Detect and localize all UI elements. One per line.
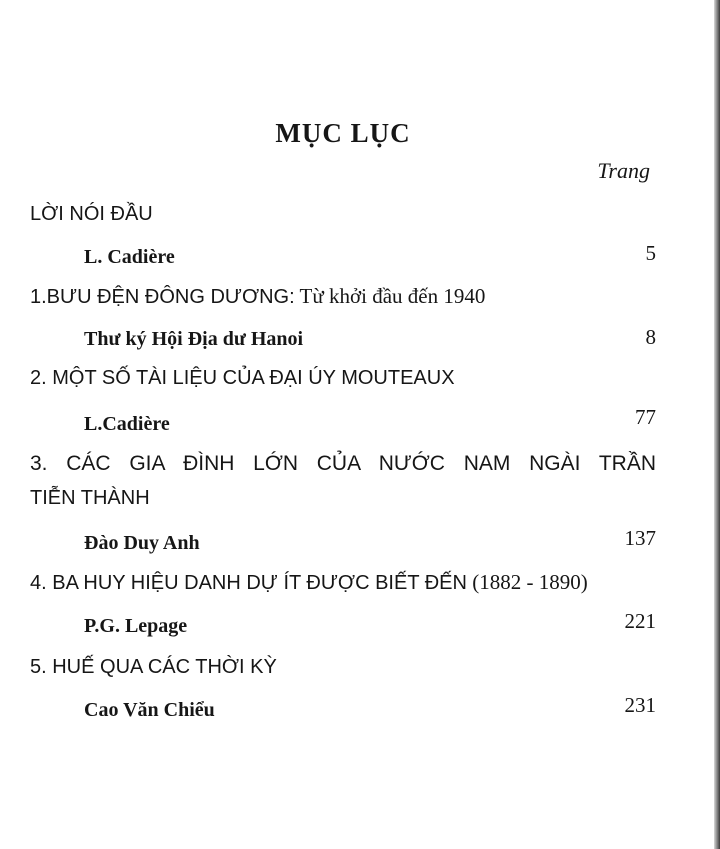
toc-entry-title-part: 1.BƯU ĐỆN ĐÔNG DƯƠNG: [30,286,295,308]
toc-entry-title-part: 4. BA HUY HIỆU DANH DỰ ÍT ĐƯỢC BIẾT ĐẾN [30,572,467,594]
toc-entry-title [30,570,588,595]
toc-entry-author: L.Cadière [84,413,170,435]
toc-entry-page: 8 [645,325,656,349]
toc-entry-author: P.G. Lepage [84,615,188,637]
toc-entry-author: Đào Duy Anh [84,532,200,554]
toc-entry-title-continued: TIỄN THÀNH [30,487,150,509]
toc-entry-author: Thư ký Hội Địa dư Hanoi [84,328,304,350]
toc-entry-title: 5. HUẾ QUA CÁC THỜI KỲ [30,656,277,678]
toc-entry-page: 231 [624,693,656,717]
toc-entry-title: 3. CÁC GIA ĐÌNH LỚN CỦA NƯỚC NAM NGÀI TRẦN [30,452,656,475]
page-edge-shadow [714,0,720,849]
toc-entry-author: Cao Văn Chiểu [84,699,215,721]
toc-entry-page: 221 [624,609,656,633]
toc-entry-title [30,284,485,309]
toc-entry-title-part: (1882 - 1890) [472,570,588,594]
toc-entry-page: 77 [635,405,656,429]
toc-entry-page: 137 [624,526,656,550]
toc-entry-page: 5 [645,241,656,265]
toc-entry-title: LỜI NÓI ĐẦU [30,203,153,225]
toc-entry-author: L. Cadière [84,246,175,268]
toc-entry-title-part: Từ khởi đầu đến 1940 [299,284,486,308]
toc-entry-title: 2. MỘT SỐ TÀI LIỆU CỦA ĐẠI ÚY MOUTEAUX [30,367,455,389]
page-column-label: Trang [597,158,650,183]
page-title: MỤC LỤC [275,118,411,148]
